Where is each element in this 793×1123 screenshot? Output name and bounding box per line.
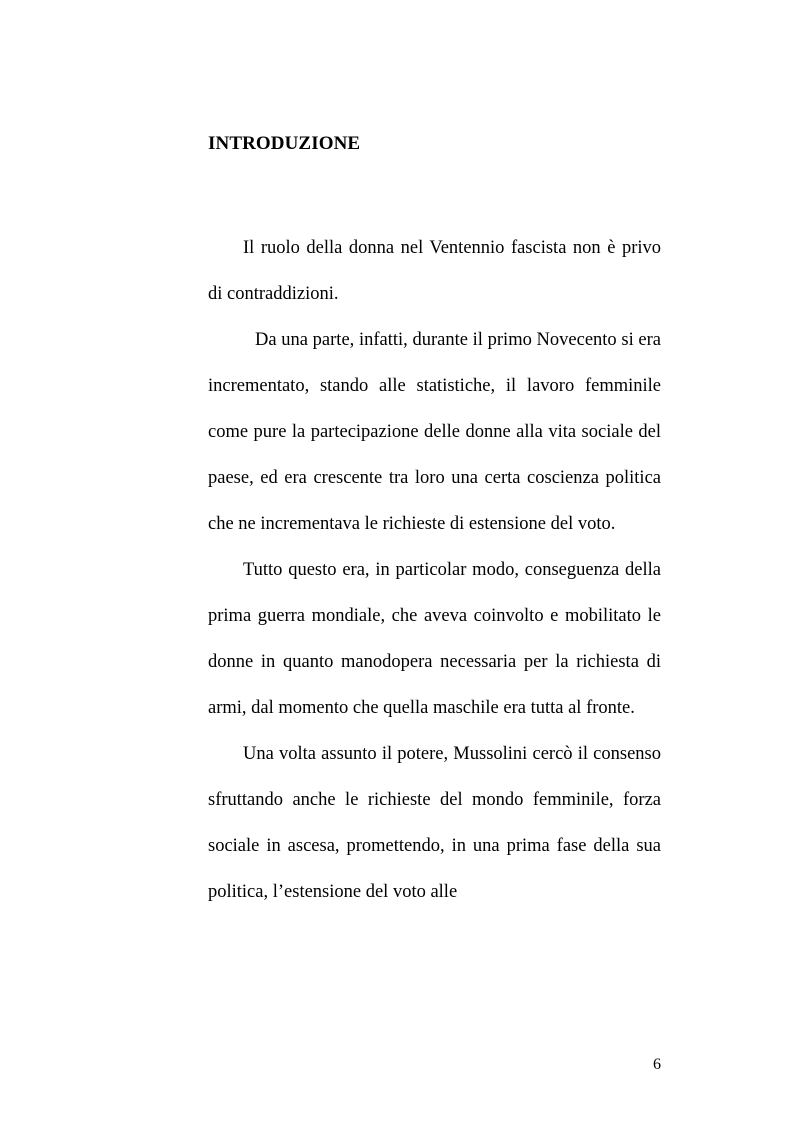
section-heading: INTRODUZIONE xyxy=(208,133,361,154)
body-text xyxy=(208,225,661,915)
paragraph-2: Da una parte, infatti, durante il primo Novecento si era incrementato, stando alle statistiche, il lavoro femminile come pure la partecipazione delle donne alla vita sociale del paese, ed era crescente tra loro una certa coscienza politica che ne incrementava le richieste di estensione del voto. xyxy=(208,330,661,534)
page-number: 6 xyxy=(653,1056,661,1073)
paragraph-1: Il ruolo della donna nel Ventennio fascista non è privo di contraddizioni. xyxy=(208,238,661,304)
paragraph-4: Una volta assunto il potere, Mussolini cercò il consenso sfruttando anche le richieste del mondo femminile, forza sociale in ascesa, promettendo, in una prima fase della sua politica, l’estensione del voto alle xyxy=(208,744,661,902)
paragraph-3: Tutto questo era, in particolar modo, conseguenza della prima guerra mondiale, che aveva coinvolto e mobilitato le donne in quanto manodopera necessaria per la richiesta di armi, dal momento che quella maschile era tutta al fronte. xyxy=(208,560,661,718)
